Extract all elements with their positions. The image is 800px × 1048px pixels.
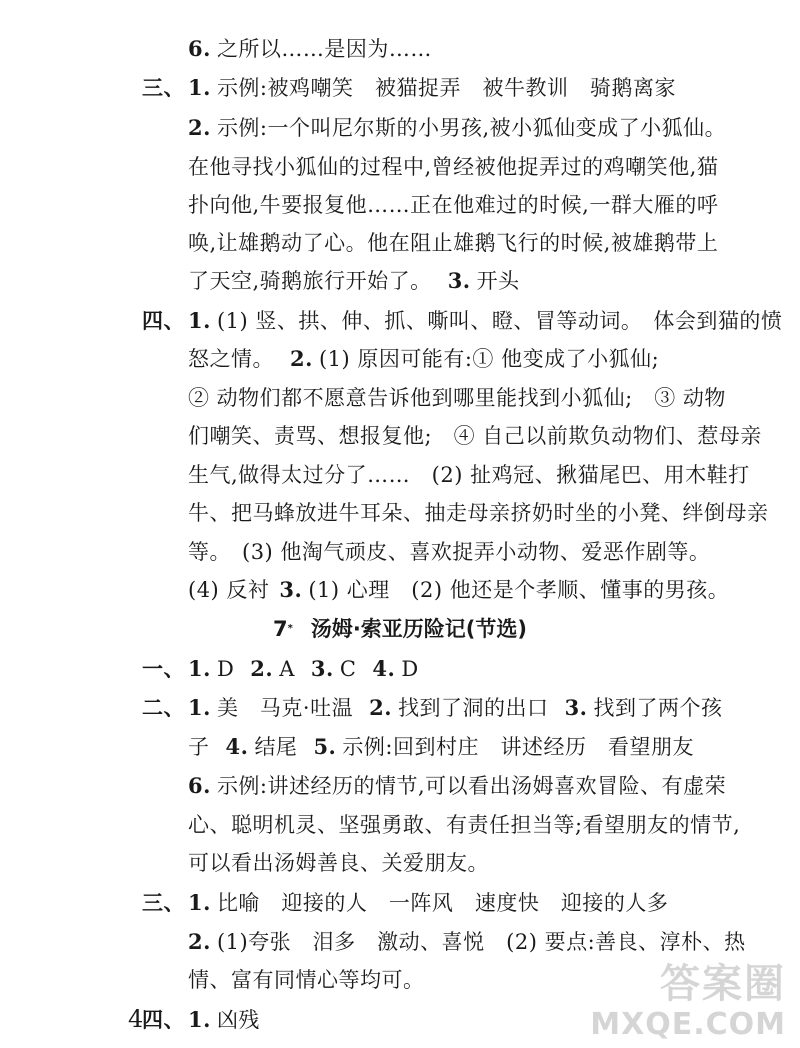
answer-line: [142, 1005, 260, 1035]
answer-line: 心、聪明机灵、坚强勇敢、有责任担当等;看望朋友的情节,: [188, 813, 741, 837]
answer-text: 找到了洞的出口: [398, 696, 549, 720]
section-label: 三、: [142, 890, 185, 915]
answer-text: (1)夸张 泪多 激动、喜悦 (2) 要点:善良、淳朴、热: [216, 930, 746, 954]
item-number: 1.: [188, 656, 211, 681]
item-number: 3.: [279, 577, 303, 602]
item-number: 2.: [290, 346, 313, 371]
item-number: 4.: [225, 734, 249, 759]
item-number: 1.: [188, 75, 211, 100]
section-label: 四、: [142, 308, 185, 333]
lesson-title: [0, 614, 800, 644]
answer-text: 怒之情。: [188, 347, 274, 371]
watermark-logo-text: 答案圈: [660, 961, 786, 1007]
lesson-number: 7: [272, 617, 288, 641]
item-number: 6.: [188, 773, 211, 798]
item-number: 2.: [188, 929, 211, 954]
site-watermark: [576, 952, 786, 1042]
item-number: 5.: [313, 734, 337, 759]
star-mark: *: [287, 623, 293, 634]
answer-line: [142, 654, 419, 684]
answer-line: 们嘲笑、责骂、想报复他; ④ 自己以前欺负动物们、惹母亲: [188, 424, 762, 448]
item-number: 3.: [310, 656, 334, 681]
answer-line: [142, 888, 668, 918]
section-label: 三、: [142, 75, 185, 100]
item-number: 3.: [564, 695, 588, 720]
item-number: 1.: [188, 890, 211, 915]
item-number: 6.: [188, 36, 211, 61]
answer-line: [142, 306, 782, 336]
item-number: 1.: [188, 308, 211, 333]
answer-text: (1) 原因可能有:① 他变成了小狐仙;: [318, 347, 660, 371]
answer-line: [188, 34, 432, 64]
section-label: 一、: [142, 656, 185, 681]
answer-text: 示例:回到村庄 讲述经历 看望朋友: [342, 735, 694, 759]
answer-text: 凶残: [216, 1008, 260, 1032]
item-number: 1.: [188, 695, 211, 720]
answer-text: D: [216, 657, 235, 681]
answer-line: 生气,做得太过分了…… (2) 扯鸡冠、揪猫尾巴、用木鞋打: [188, 463, 750, 487]
item-number: 2.: [188, 115, 211, 140]
answer-text: (4) 反衬: [188, 578, 270, 602]
answer-line: 在他寻找小狐仙的过程中,曾经被他捉弄过的鸡嘲笑他,猫: [188, 155, 719, 179]
answer-line: [188, 344, 659, 374]
answer-text: 了天空,骑鹅旅行开始了。: [188, 269, 432, 293]
answer-text: 子: [188, 735, 210, 759]
item-number: 3.: [447, 268, 471, 293]
answer-line: [188, 771, 726, 801]
lesson-name: 汤姆·索亚历险记(节选): [310, 617, 528, 641]
answer-text: 美 马克·吐温: [216, 696, 354, 720]
item-number: 2.: [369, 695, 393, 720]
answer-text: 结尾: [254, 735, 298, 759]
section-label: 四、: [142, 1007, 185, 1032]
answer-text: C: [339, 657, 357, 681]
answer-line: 等。 (3) 他淘气顽皮、喜欢捉弄小动物、爱恶作剧等。: [188, 540, 711, 564]
answer-text: A: [279, 657, 295, 681]
answer-text: (1) 竖、拱、伸、抓、嘶叫、瞪、冒等动词。 体会到猫的愤: [216, 309, 783, 333]
answer-text: 示例:讲述经历的情节,可以看出汤姆喜欢冒险、有虚荣: [216, 774, 727, 798]
answer-line: 情、富有同情心等均可。: [188, 968, 425, 992]
answer-text: 比喻 迎接的人 一阵风 速度快 迎接的人多: [216, 891, 669, 915]
answer-line: ② 动物们都不愿意告诉他到哪里能找到小狐仙; ③ 动物: [188, 386, 726, 410]
section-label: 二、: [142, 695, 185, 720]
answer-line: [188, 113, 726, 143]
answer-text: 找到了两个孩: [593, 696, 723, 720]
answer-line: [142, 73, 676, 103]
answer-line: [188, 266, 520, 296]
answer-text: D: [401, 657, 419, 681]
answer-line: 扑向他,牛要报复他……正在他难过的时候,一群大雁的呼: [188, 193, 719, 217]
page-number: 4: [128, 1005, 144, 1033]
item-number: 4.: [372, 656, 396, 681]
answer-line: 可以看出汤姆善良、关爱朋友。: [188, 851, 489, 875]
item-number: 1.: [188, 1007, 211, 1032]
answer-text: 开头: [476, 269, 520, 293]
watermark-url-text: MXQE.COM: [590, 1007, 786, 1042]
answer-text: 之所以……是因为……: [216, 37, 432, 61]
item-number: 2.: [250, 656, 274, 681]
answer-line: 牛、把马蜂放进牛耳朵、抽走母亲挤奶时坐的小凳、绊倒母亲: [188, 501, 769, 525]
answer-text: 示例:一个叫尼尔斯的小男孩,被小狐仙变成了小狐仙。: [216, 116, 727, 140]
answer-line: 唤,让雄鹅动了心。他在阻止雄鹅飞行的时候,被雄鹅带上: [188, 231, 719, 255]
answer-text: 示例:被鸡嘲笑 被猫捉弄 被牛教训 骑鹅离家: [216, 76, 677, 100]
answer-line: [188, 732, 694, 762]
answer-line: [142, 693, 723, 723]
answer-line: [188, 575, 729, 605]
answer-text: (1) 心理 (2) 他还是个孝顺、懂事的男孩。: [308, 578, 730, 602]
